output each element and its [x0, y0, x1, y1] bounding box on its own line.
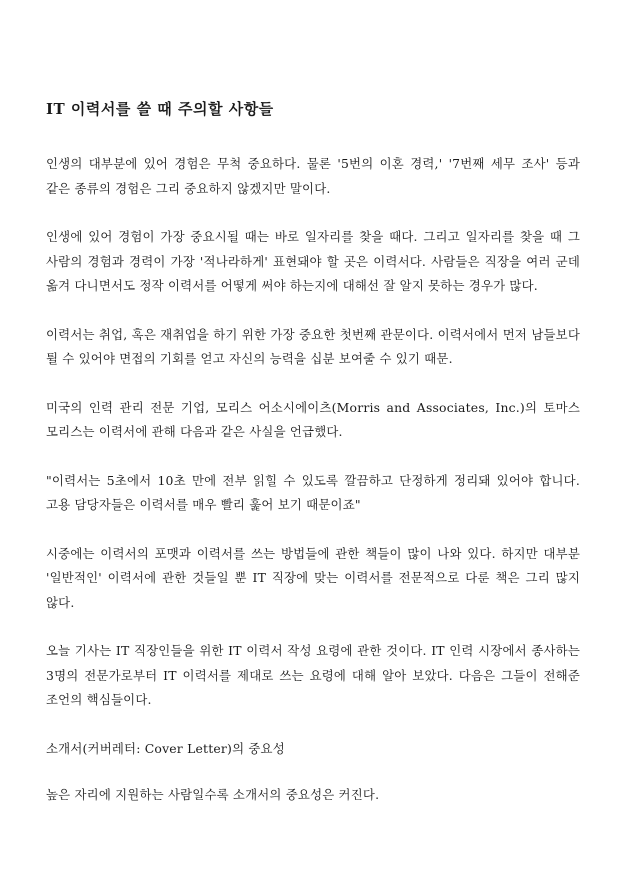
paragraph-7: 오늘 기사는 IT 직장인들을 위한 IT 이력서 작성 요령에 관한 것이다. IT 인력 시장에서 종사하는 3명의 전문가로부터 IT 이력서를 제대로 쓰는 요령에 대해 알아 보았다. 다음은 그들이 전해준 조언의 핵심들이다. [46, 643, 580, 707]
paragraph-8: 높은 자리에 지원하는 사람일수록 소개서의 중요성은 커진다. [46, 787, 380, 802]
paragraph-1: 인생의 대부분에 있어 경험은 무척 중요하다. 물론 '5번의 이혼 경력,' '7번째 세무 조사' 등과 같은 종류의 경험은 그리 중요하지 않겠지만 말이다. [46, 156, 580, 196]
section-heading-cover-letter: 소개서(커버레터: Cover Letter)의 중요성 [46, 740, 285, 756]
document-title: IT 이력서를 쓸 때 주의할 사항들 [46, 100, 274, 118]
paragraph-3: 이력서는 취업, 혹은 재취업을 하기 위한 가장 중요한 첫번째 관문이다. 이력서에서 먼저 남들보다 튈 수 있어야 면접의 기회를 얻고 자신의 능력을 십분 보여줄 수 있기 때문. [46, 326, 580, 366]
paragraph-6: 시중에는 이력서의 포맷과 이력서를 쓰는 방법들에 관한 책들이 많이 나와 있다. 하지만 대부분 '일반적인' 이력서에 관한 것들일 뿐 IT 직장에 맞는 이력서를 전문적으로 다룬 책은 그리 많지 않다. [46, 545, 580, 610]
paragraph-5-quote: "이력서는 5초에서 10초 만에 전부 읽힐 수 있도록 깔끔하고 단정하게 정리돼 있어야 합니다. 고용 담당자들은 이력서를 매우 빨리 훑어 보기 때문이죠" [46, 472, 580, 512]
paragraph-4: 미국의 인력 관리 전문 기업, 모리스 어소시에이츠(Morris and Associates, Inc.)의 토마스 모리스는 이력서에 관해 다음과 같은 사실을 언급했다. [46, 399, 580, 439]
document-page [46, 96, 580, 832]
paragraph-2: 인생에 있어 경험이 가장 중요시될 때는 바로 일자리를 찾을 때다. 그리고 일자리를 찾을 때 그 사람의 경험과 경력이 가장 '적나라하게' 표현돼야 할 곳은 이력서다. 사람들은 직장을 여러 군데 옮겨 다니면서도 정작 이력서를 어떻게 써야 하는지에 대해선 잘 알지 못하는 경우가 많다. [46, 229, 580, 293]
